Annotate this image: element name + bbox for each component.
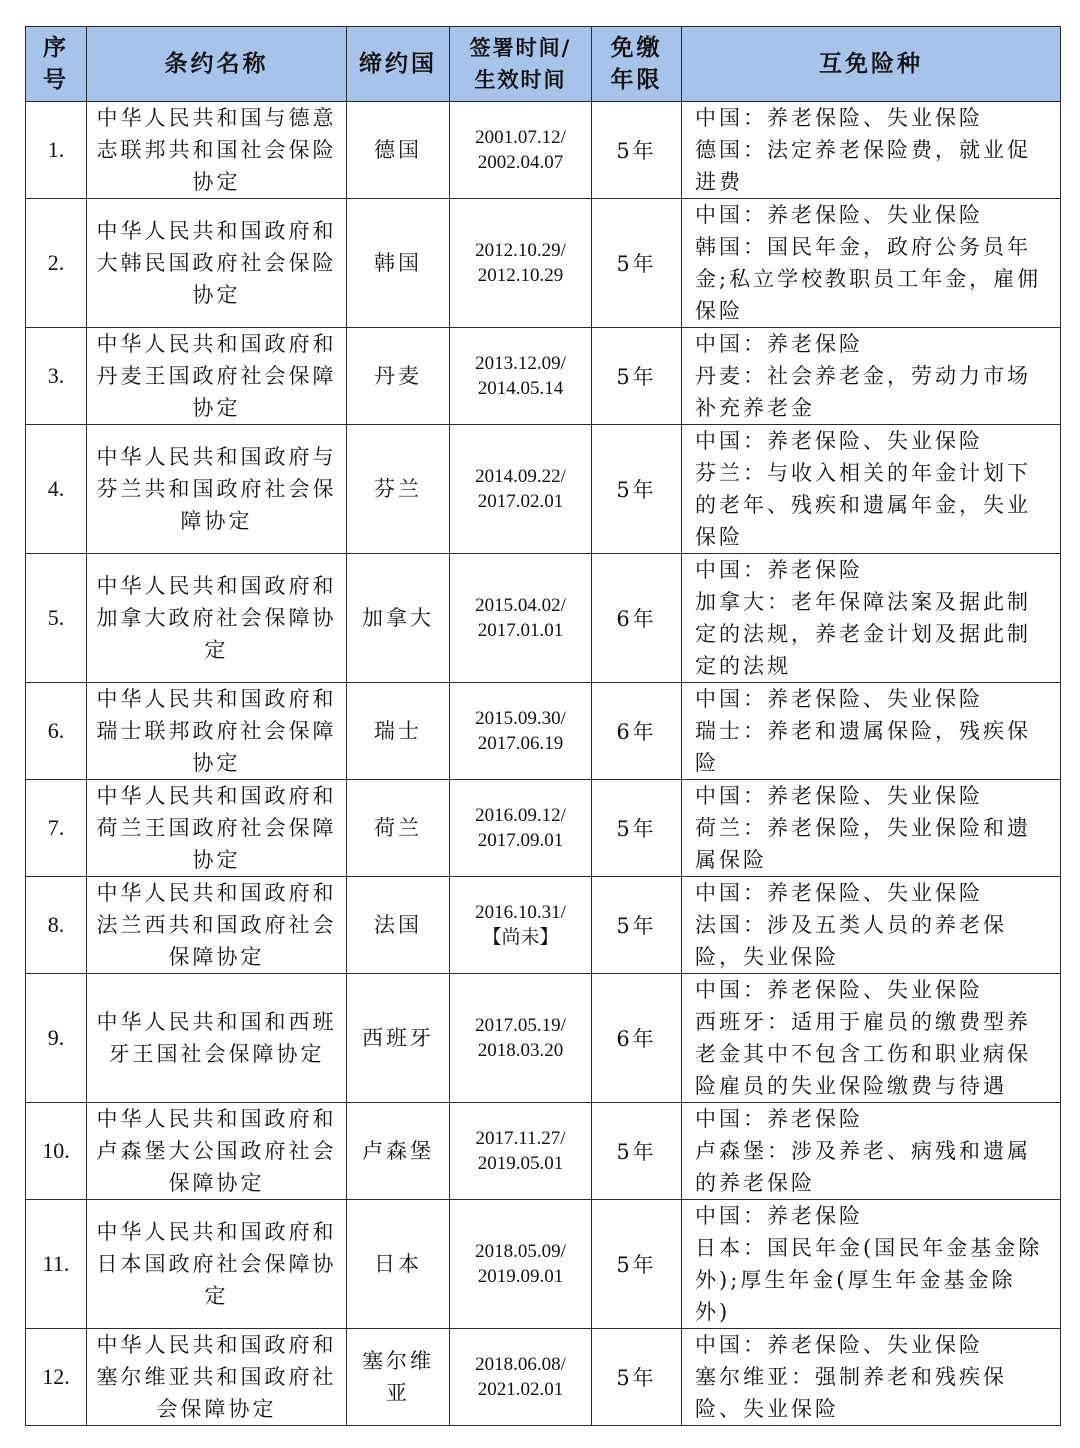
signed-date: 2015.09.30/ [475,708,566,729]
partner-country: 法国 [347,877,450,974]
treaty-name: 中华人民共和国政府和丹麦王国政府社会保障协定 [87,328,347,425]
table-row [26,554,1061,683]
partner-insurance: 芬兰：与收入相关的年金计划下的老年、残疾和遗属年金，失业保险 [695,461,1031,549]
treaty-name: 中华人民共和国政府和荷兰王国政府社会保障协定 [87,780,347,877]
treaty-dates [450,1103,592,1200]
signed-date: 2015.04.02/ [475,595,566,616]
mutual-insurance [682,974,1061,1103]
treaty-dates [450,974,592,1103]
partner-insurance: 日本：国民年金(国民年金基金除外);厚生年金(厚生年金基金除外) [695,1236,1043,1324]
treaty-name: 中华人民共和国和西班牙王国社会保障协定 [87,974,347,1103]
exemption-years: 5年 [592,1200,682,1329]
mutual-insurance [682,877,1061,974]
table-row [26,974,1061,1103]
mutual-insurance [682,328,1061,425]
mutual-insurance [682,1329,1061,1426]
china-insurance: 中国：养老保险、失业保险 [695,106,983,130]
partner-country: 卢森堡 [347,1103,450,1200]
china-insurance: 中国：养老保险、失业保险 [695,429,983,453]
china-insurance: 中国：养老保险、失业保险 [695,203,983,227]
exemption-years: 6年 [592,554,682,683]
effective-date: 2017.02.01 [477,491,564,512]
china-insurance: 中国：养老保险、失业保险 [695,881,983,905]
china-insurance: 中国：养老保险 [695,1107,863,1131]
header-date: 签署时间/生效时间 [450,27,592,102]
partner-country: 芬兰 [347,425,450,554]
exemption-years: 6年 [592,974,682,1103]
table-row [26,780,1061,877]
effective-date: 【尚未】 [482,927,559,948]
partner-insurance: 卢森堡：涉及养老、病残和遗属的养老保险 [695,1139,1031,1195]
effective-date: 2017.01.01 [477,620,564,641]
china-insurance: 中国：养老保险 [695,1204,863,1228]
row-number: 7. [26,780,87,877]
treaty-name: 中华人民共和国政府和加拿大政府社会保障协定 [87,554,347,683]
table-row [26,425,1061,554]
header-years: 免缴年限 [592,27,682,102]
partner-insurance: 韩国：国民年金，政府公务员年金;私立学校教职员工年金，雇佣保险 [695,235,1042,323]
effective-date: 2017.06.19 [477,733,564,754]
partner-country: 西班牙 [347,974,450,1103]
partner-country: 德国 [347,102,450,199]
mutual-insurance [682,102,1061,199]
effective-date: 2019.05.01 [477,1153,564,1174]
mutual-insurance [682,425,1061,554]
treaty-table [25,26,1061,1426]
table-row [26,683,1061,780]
signed-date: 2018.05.09/ [475,1241,566,1262]
exemption-years: 5年 [592,877,682,974]
table-row [26,328,1061,425]
treaty-dates [450,877,592,974]
treaty-name: 中华人民共和国政府与芬兰共和国政府社会保障协定 [87,425,347,554]
partner-country: 韩国 [347,199,450,328]
treaty-name: 中华人民共和国政府和瑞士联邦政府社会保障协定 [87,683,347,780]
row-number: 8. [26,877,87,974]
signed-date: 2016.10.31/ [475,902,566,923]
table-row [26,1200,1061,1329]
exemption-years: 6年 [592,683,682,780]
row-number: 11. [26,1200,87,1329]
exemption-years: 5年 [592,102,682,199]
header-country: 缔约国 [347,27,450,102]
signed-date: 2001.07.12/ [475,127,566,148]
treaty-dates [450,1329,592,1426]
china-insurance: 中国：养老保险、失业保险 [695,784,983,808]
treaty-name: 中华人民共和国与德意志联邦共和国社会保险协定 [87,102,347,199]
treaty-name: 中华人民共和国政府和法兰西共和国政府社会保障协定 [87,877,347,974]
partner-insurance: 瑞士：养老和遗属保险，残疾保险 [695,719,1031,775]
effective-date: 2021.02.01 [477,1379,564,1400]
partner-insurance: 德国：法定养老保险费，就业促进费 [695,138,1031,194]
partner-country: 瑞士 [347,683,450,780]
mutual-insurance [682,1200,1061,1329]
china-insurance: 中国：养老保险 [695,558,863,582]
row-number: 2. [26,199,87,328]
row-number: 9. [26,974,87,1103]
treaty-name: 中华人民共和国政府和卢森堡大公国政府社会保障协定 [87,1103,347,1200]
partner-country: 加拿大 [347,554,450,683]
exemption-years: 5年 [592,1329,682,1426]
effective-date: 2017.09.01 [477,830,564,851]
table-row [26,1103,1061,1200]
row-number: 3. [26,328,87,425]
table-row [26,102,1061,199]
treaty-dates [450,1200,592,1329]
signed-date: 2014.09.22/ [475,466,566,487]
effective-date: 2019.09.01 [477,1266,564,1287]
treaty-name: 中华人民共和国政府和大韩民国政府社会保险协定 [87,199,347,328]
treaty-dates [450,102,592,199]
partner-insurance: 塞尔维亚：强制养老和残疾保险、失业保险 [695,1365,1007,1421]
row-number: 12. [26,1329,87,1426]
partner-insurance: 加拿大：老年保障法案及据此制定的法规，养老金计划及据此制定的法规 [695,590,1031,678]
partner-country: 日本 [347,1200,450,1329]
china-insurance: 中国：养老保险、失业保险 [695,978,983,1002]
exemption-years: 5年 [592,780,682,877]
signed-date: 2017.11.27/ [475,1128,566,1149]
row-number: 6. [26,683,87,780]
treaty-dates [450,683,592,780]
partner-country: 丹麦 [347,328,450,425]
row-number: 5. [26,554,87,683]
table-row [26,877,1061,974]
row-number: 10. [26,1103,87,1200]
header-row [26,27,1061,102]
partner-insurance: 西班牙：适用于雇员的缴费型养老金其中不包含工伤和职业病保险雇员的失业保险缴费与待遇 [695,1010,1031,1098]
header-name: 条约名称 [87,27,347,102]
mutual-insurance [682,554,1061,683]
exemption-years: 5年 [592,328,682,425]
treaty-dates [450,780,592,877]
row-number: 1. [26,102,87,199]
treaty-dates [450,328,592,425]
partner-insurance: 法国：涉及五类人员的养老保险，失业保险 [695,913,1007,969]
mutual-insurance [682,199,1061,328]
table-row [26,199,1061,328]
exemption-years: 5年 [592,1103,682,1200]
china-insurance: 中国：养老保险、失业保险 [695,687,983,711]
treaty-dates [450,199,592,328]
partner-country: 塞尔维亚 [347,1329,450,1426]
china-insurance: 中国：养老保险 [695,332,863,356]
treaty-dates [450,425,592,554]
exemption-years: 5年 [592,199,682,328]
signed-date: 2013.12.09/ [475,353,566,374]
signed-date: 2017.05.19/ [475,1015,566,1036]
treaty-name: 中华人民共和国政府和塞尔维亚共和国政府社会保障协定 [87,1329,347,1426]
table-row [26,1329,1061,1426]
treaty-name: 中华人民共和国政府和日本国政府社会保障协定 [87,1200,347,1329]
row-number: 4. [26,425,87,554]
effective-date: 2014.05.14 [477,378,564,399]
partner-country: 荷兰 [347,780,450,877]
effective-date: 2012.10.29 [477,265,564,286]
effective-date: 2018.03.20 [477,1040,564,1061]
mutual-insurance [682,683,1061,780]
china-insurance: 中国：养老保险、失业保险 [695,1333,983,1357]
partner-insurance: 丹麦：社会养老金，劳动力市场补充养老金 [695,364,1031,420]
signed-date: 2018.06.08/ [475,1354,566,1375]
mutual-insurance [682,1103,1061,1200]
effective-date: 2002.04.07 [477,152,564,173]
partner-insurance: 荷兰：养老保险，失业保险和遗属保险 [695,816,1031,872]
exemption-years: 5年 [592,425,682,554]
header-no: 序号 [26,27,87,102]
signed-date: 2016.09.12/ [475,805,566,826]
treaty-dates [450,554,592,683]
header-insurance: 互免险种 [682,27,1061,102]
mutual-insurance [682,780,1061,877]
signed-date: 2012.10.29/ [475,240,566,261]
